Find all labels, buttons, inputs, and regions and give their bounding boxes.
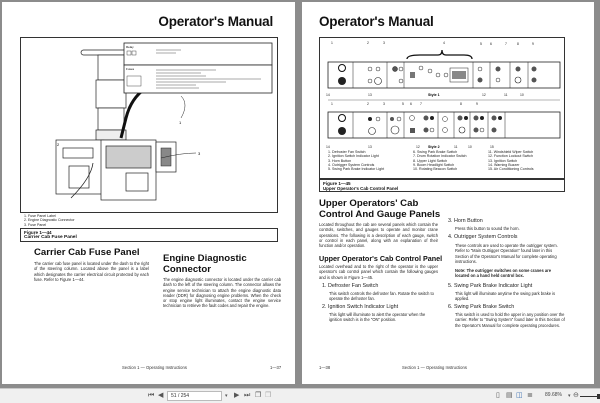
fuse-panel-diagram — [21, 38, 277, 212]
section-heading: Upper Operator's Cab Control Panel — [319, 254, 443, 263]
figure-caption — [20, 228, 278, 242]
svg-text:7: 7 — [505, 42, 507, 46]
svg-text:Style 2: Style 2 — [428, 145, 440, 149]
copy-icon[interactable]: ❐ — [255, 392, 262, 399]
legend-item: 3. Horn Button — [328, 158, 352, 163]
svg-text:9: 9 — [532, 42, 534, 46]
svg-text:15: 15 — [490, 145, 494, 149]
svg-text:3: 3 — [383, 41, 385, 45]
legend-item: 15. Air Conditioning Controls — [488, 167, 534, 172]
legend-item: 7. Drum Rotation Indicator Switch — [413, 154, 467, 159]
page-title: Operator's Manual — [319, 14, 434, 29]
item-body: These controls are used to operate the outrigger system. Refer to "Main Outrigger Operation" found later in this Section of the Operator's Manual for complete operating instructions. — [455, 243, 558, 264]
item-heading: 1. Defroster Fan Switch — [322, 283, 379, 289]
svg-text:2: 2 — [367, 102, 369, 106]
legend-item: 9. Boom Headlight Switch — [413, 162, 455, 167]
footer-page-number: 1—37 — [270, 365, 282, 370]
page-title: Operator's Manual — [158, 14, 273, 29]
fit-page-icon[interactable]: ❒ — [265, 392, 272, 399]
svg-text:8: 8 — [460, 102, 462, 106]
footer-section: Section 1 — Operating Instructions — [122, 365, 187, 370]
svg-text:14: 14 — [326, 145, 330, 149]
svg-text:5: 5 — [480, 42, 482, 46]
svg-text:Style 1: Style 1 — [428, 93, 440, 97]
viewer-toolbar — [0, 388, 600, 403]
legend-item: 10. Rotating Beacon Switch — [413, 167, 458, 172]
section-heading: Carrier Cab Fuse Panel — [34, 247, 140, 258]
svg-text:3: 3 — [383, 102, 385, 106]
item-heading: 6. Swing Park Brake Switch — [448, 304, 515, 310]
heading-line: Control And Gauge Panels — [319, 209, 441, 220]
svg-text:11: 11 — [504, 93, 508, 97]
svg-text:13: 13 — [368, 93, 372, 97]
legend-item: 12. Function Lockout Switch — [488, 154, 533, 159]
heading-line: Connector — [163, 264, 211, 275]
page-1-38 — [302, 2, 594, 384]
svg-text:1: 1 — [179, 120, 182, 125]
svg-text:4: 4 — [443, 41, 445, 45]
legend-item: 4. Outrigger System Controls — [328, 162, 375, 167]
continuous-view-icon[interactable]: ▤ — [506, 392, 513, 399]
last-page-icon[interactable]: ⏭ — [244, 392, 251, 399]
zoom-out-icon[interactable]: ⊖ — [573, 392, 579, 399]
single-page-view-icon[interactable]: ▯ — [496, 392, 500, 399]
legend-item: 8. Upper Light Switch — [413, 158, 448, 163]
svg-text:7: 7 — [420, 102, 422, 106]
page-1-37 — [2, 2, 295, 384]
svg-text:14: 14 — [326, 93, 330, 97]
figure-cab-control-panel — [319, 37, 565, 179]
figure-name: Upper Operator's Cab Control Panel — [323, 186, 399, 191]
figure-name: Carrier Cab Fuse Panel — [24, 235, 77, 240]
figure-legend — [24, 214, 75, 227]
svg-text:6: 6 — [490, 42, 492, 46]
legend-item: 11. Windshield Wiper Switch — [488, 150, 534, 154]
item-heading: 4. Outrigger System Controls — [448, 234, 518, 240]
svg-text:1: 1 — [331, 102, 333, 106]
legend-item: 14. Warning Buzzer — [488, 162, 520, 167]
section-body: The engine diagnostic connector is located under the carrier cab dash to the left of the steering column. The connector allows the engine service technician to attach the engine diagnostic data reader (DDR) for diagnosing engine problems. When the check or stop engine light illuminates, contact the engine service technician to retrieve the fault codes and repair the engine. — [163, 277, 281, 309]
item-body: This light will illuminate anytime the swing park brake is applied. — [455, 291, 556, 302]
legend-item: 3. Fuse Panel — [24, 222, 47, 227]
page-dropdown-icon[interactable]: ▾ — [225, 393, 228, 399]
svg-text:Relay: Relay — [126, 45, 134, 49]
first-page-icon[interactable]: ⏮ — [148, 392, 155, 399]
figure-fuse-panel — [20, 37, 278, 213]
legend-item: 1. Defroster Fan Switch — [328, 150, 366, 154]
two-page-continuous-icon[interactable]: ≣ — [527, 392, 533, 399]
legend-item: 1. Fuse Panel Label — [24, 214, 56, 218]
svg-text:10: 10 — [520, 93, 524, 97]
page-number-input[interactable]: 51 / 254 — [167, 391, 222, 401]
svg-text:2: 2 — [57, 142, 60, 147]
svg-text:6: 6 — [410, 102, 412, 106]
item-body: This light will illuminate to alert the operator when the ignition switch is in the "ON" position. — [329, 312, 426, 323]
svg-text:9: 9 — [476, 102, 478, 106]
svg-text:10: 10 — [468, 145, 472, 149]
footer-section: Section 1 — Operating Instructions — [402, 365, 467, 370]
legend-item: 13. Ignition Switch — [488, 158, 518, 163]
legend-item: 2. Ignition Switch Indicator Light — [328, 154, 379, 159]
footer-page-number: 1—38 — [319, 365, 331, 370]
item-heading: 3. Horn Button — [448, 218, 483, 224]
zoom-dropdown-icon[interactable]: ▾ — [568, 393, 571, 399]
item-body: Press this button to sound the horn. — [455, 226, 520, 231]
legend-item: 6. Swing Park Brake Switch — [413, 150, 458, 154]
item-body: This switch controls the defroster fan. Rotate the switch to operate the defroster fan. — [329, 291, 434, 302]
item-heading: 5. Swing Park Brake Indicator Light — [448, 283, 533, 289]
section-body: Located overhead and to the right of the operator is the upper operator's cab control panel which contain the following gauges and is shown in Figure 1—45. — [319, 264, 438, 280]
heading-line: Upper Operators' Cab — [319, 198, 419, 209]
legend-item: 5. Swing Park Brake Indicator Light — [328, 167, 385, 172]
svg-text:5: 5 — [402, 102, 404, 106]
figure-caption — [319, 179, 565, 192]
item-body: This switch is used to hold the upper in any position over the carrier. Refer to "Swing System" found later in this Section of the Operator's Manual for complete operating procedures. — [455, 312, 565, 328]
note: Note: The outrigger switches on some cranes are located on a hand held control box. — [455, 268, 552, 279]
svg-text:Fuses: Fuses — [126, 67, 135, 71]
svg-text:11: 11 — [454, 145, 458, 149]
svg-text:3: 3 — [198, 151, 201, 156]
section-body: Located throughout the cab are several panels which contain the controls, switches, and gauges to operate and monitor crane operations. The following is a description of each gauge, switch or control in each panel, along with an explanation of their function and/or operation. — [319, 222, 438, 249]
svg-text:1: 1 — [331, 41, 333, 45]
previous-page-icon[interactable]: ◀ — [158, 392, 164, 399]
section-body: The carrier cab fuse panel is located under the dash to the right of the steering column. Located above the panel is a label which designates the carrier electrical circuit protected by each fuse. Refer to Figure 1—44. — [34, 261, 149, 282]
figure-legend — [328, 150, 564, 176]
section-heading — [319, 198, 440, 220]
svg-text:8: 8 — [517, 42, 519, 46]
svg-text:2: 2 — [367, 41, 369, 45]
figure-number: Figure 1—44 — [24, 230, 52, 235]
figure-number: Figure 1—45 — [323, 181, 351, 186]
svg-text:12: 12 — [416, 145, 420, 149]
svg-text:12: 12 — [482, 93, 486, 97]
zoom-level[interactable]: 89.68% — [545, 392, 562, 398]
section-heading — [163, 253, 247, 275]
next-page-icon[interactable]: ▶ — [234, 392, 240, 399]
item-heading: 2. Ignition Switch Indicator Light — [322, 304, 399, 310]
legend-item: 2. Engine Diagnostic Connector — [24, 218, 75, 223]
two-page-view-icon[interactable]: ◫ — [516, 392, 523, 399]
svg-text:13: 13 — [368, 145, 372, 149]
heading-line: Engine Diagnostic — [163, 253, 247, 264]
